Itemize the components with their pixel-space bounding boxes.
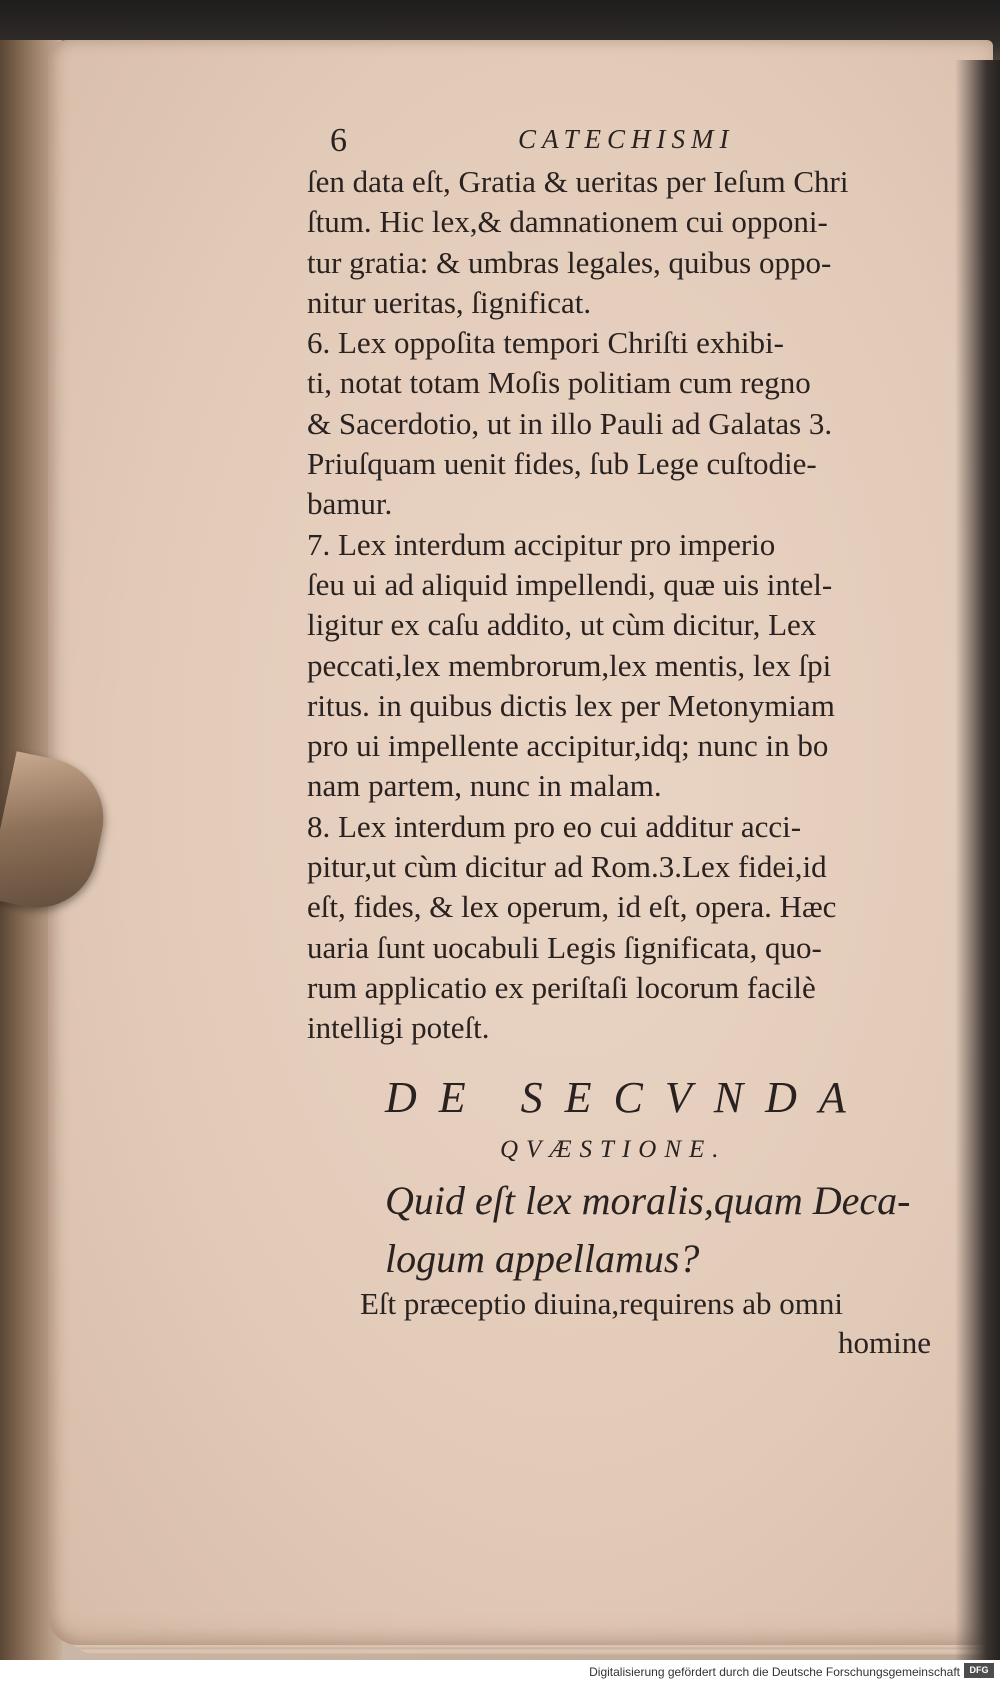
text-line: 8. Lex interdum pro eo cui additur acci- <box>307 808 802 844</box>
text-line: nam partem, nunc in malam. <box>307 768 662 804</box>
funding-credit: Digitalisierung gefördert durch die Deutsche Forschungsgemeinschaft <box>589 1665 960 1679</box>
text-line: ligitur ex caſu addito, ut cùm dicitur, Lex <box>307 607 817 643</box>
question-line: logum appellamus? <box>385 1236 700 1281</box>
text-line: ſen data eſt, Gratia & ueritas per Ieſum Chri <box>307 164 849 199</box>
text-line: ritus. in quibus dictis lex per Metonymiam <box>307 687 835 723</box>
section-heading: DE SECVNDA <box>385 1073 868 1122</box>
text-line: rum applicatio ex periſtaſi locorum facilè <box>307 969 816 1005</box>
text-line: uaria ſunt uocabuli Legis ſignificata, quo- <box>307 929 822 965</box>
text-line: & Sacerdotio, ut in illo Pauli ad Galatas 3. <box>307 405 833 441</box>
text-line: bamur. <box>307 486 393 522</box>
page-header <box>330 122 810 162</box>
digitization-footer <box>0 1660 1000 1683</box>
text-line: nitur ueritas, ſignificat. <box>307 284 592 320</box>
spine-shadow <box>955 60 1000 1660</box>
text-line: tur gratia: & umbras legales, quibus oppo- <box>307 244 832 280</box>
running-title: CATECHISMI <box>518 124 735 154</box>
text-line: ſtum. Hic lex,& damnationem cui opponi- <box>307 204 828 240</box>
text-line: pitur,ut cùm dicitur ad Rom.3.Lex fidei,id <box>307 849 827 885</box>
text-line: intelligi poteſt. <box>307 1010 490 1046</box>
text-line: pro ui impellente accipitur,idq; nunc in bo <box>307 728 829 764</box>
section-subheading: QVÆSTIONE. <box>500 1136 727 1163</box>
answer-text: Eſt præceptio diuina,requirens ab omni <box>360 1286 843 1321</box>
dfg-logo-icon: DFG <box>964 1663 994 1678</box>
text-line: eſt, fides, & lex operum, id eſt, opera. Hæc <box>307 889 837 925</box>
text-line: ti, notat totam Moſis politiam cum regno <box>307 365 811 401</box>
question-text <box>385 1172 910 1288</box>
text-line: 6. Lex oppoſita tempori Chriſti exhibi- <box>307 325 784 361</box>
page-number: 6 <box>330 122 347 159</box>
text-line: Priuſquam uenit fides, ſub Lege cuſtodie- <box>307 446 817 482</box>
question-line: Quid eſt lex moralis,quam Deca- <box>385 1178 911 1223</box>
catchword: homine <box>838 1325 931 1360</box>
text-line: 7. Lex interdum accipitur pro imperio <box>307 526 776 562</box>
text-line: ſeu ui ad aliquid impellendi, quæ uis intel- <box>307 566 833 602</box>
text-line: peccati,lex membrorum,lex mentis, lex ſpi <box>307 647 832 683</box>
body-text <box>307 162 848 1049</box>
